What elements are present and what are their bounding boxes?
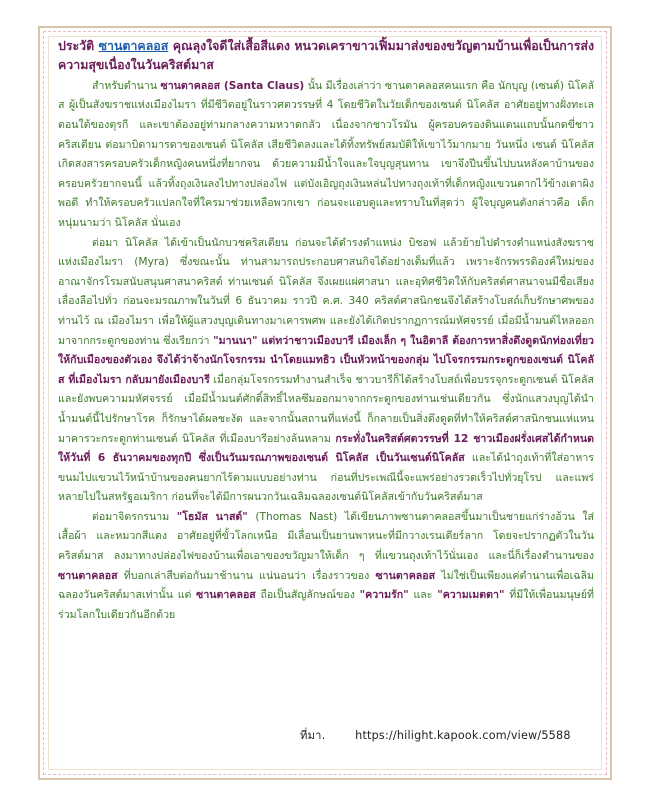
source-label: ที่มา. (300, 729, 326, 742)
emphasis-run: ซานตาคลอส (375, 569, 436, 582)
text-run: และได้นำถุงเท้าที่ใส่อาหาร ขนมไปแขวนไว้หน้าบ้านของคนยากไร้ตามแบบอย่างท่าน ก่อนที่ประเพณีนี้จะแพร่อย่างรวดเร็วไปทั่วยุโรป และแพร่หลายไปในสหรัฐอเมริกา ก่อนที่จะได้มีการผนวกวันเฉลิมฉลองเซนต์นิโคลัสเข้ากับวันคริสต์มาส (58, 452, 594, 504)
text-run: ต่อมาจิตรกรนาม (92, 510, 177, 523)
source-url[interactable]: https://hilight.kapook.com/view/5588 (355, 729, 571, 742)
heading-prefix: ประวัติ (58, 38, 99, 53)
text-run: ที่มีให้เพื่อนมนุษย์ที่ร่วมโลกใบเดียวกันอีกด้วย (58, 589, 594, 621)
paragraph-3 (58, 508, 594, 626)
text-run: ต่อมา นิโคลัส ได้เข้าเป็นนักบวชคริสเตียน ก่อนจะได้ดำรงตำแหน่ง บิชอฟ แล้วย้ายไปดำรงตำแหน่งสังฆราชแห่งเมืองไมรา (Myra) ซึ่งขณะนั้น ท่านสามารถประกอบศาสนกิจได้อย่างเต็มที่แล้ว เพราะจักรพรรดิองค์ใหม่ของอาณาจักรโรมสนับสนุนศาสนาคริสต์ ท่านเซนต์ นิโคลัส จึงเผยแผ่ศาสนา และอุทิศชีวิตให้กับคริสต์ศาสนาจนมีชื่อเสียงเลื่องลือไปทั่ว ก่อนจะมรณภาพในวันที่ 6 ธันวาคม ราวปี ค.ศ. 340 คริสต์ศาสนิกชนจึงได้สร้างโบสถ์เก็บรักษาศพของท่านไว้ ณ เมืองไมรา เพื่อให้ผู้แสวงบุญเดินทางมาเคารพศพ และยังได้เกิดปรากฏการณ์มหัศจรรย์ เมื่อมีน้ำมนต์ไหลออกมาจากกระดูกของท่าน ซึ่งเรียกว่า (58, 236, 594, 347)
emphasis-run: ซานตาคลอส (58, 569, 118, 582)
santa-claus-link[interactable]: ซานตาคลอส (98, 38, 169, 53)
emphasis-run: กระทั่งในคริสต์ศตวรรษที่ 12 ชาวเมืองฝรั่งเศสได้กำหนดให้วันที่ 6 ธันวาคมของทุกปี ซึ่งเป็นวันมรณภาพของเซนต์ นิโคลัส เป็นวันเซนต์นิโคลัส (58, 432, 594, 465)
paragraph-2 (58, 234, 594, 508)
article-heading (58, 36, 594, 75)
text-run: ไม่ใช่เป็นเพียงแค่ตำนานเพื่อเฉลิมฉลองวันคริสต์มาสเท่านั้น แต่ (58, 569, 594, 602)
emphasis-run: "มานนา" แต่ทว่าชาวเมืองบารี เมืองเล็ก ๆ ในอิตาลี ต้องการหาสิ่งดึงดูดนักท่องเที่ยวให้กับเมืองของตัวเอง จึงได้ว่าจ้างนักโจรกรรม นำโดยแมทธิว เป็นหัวหน้าของกลุ่ม ไปโจรกรรมกระดูกของเซนต์ นิโคลัส ที่เมืองไมรา กลับมายังเมืองบารี (58, 334, 595, 386)
text-run: เมื่อกลุ่มโจรกรรมทำงานสำเร็จ ชาวบารีก็ได้สร้างโบสถ์เพื่อบรรจุกระดูกเซนต์ นิโคลัส และยังพบความมหัศจรรย์ เมื่อมีน้ำมนต์ศักดิ์สิทธิ์ไหลซึมออกมาจากกระดูกของท่านเช่นเดียวกัน ซึ่งนักแสวงบุญได้นำน้ำมนต์นี้ไปรักษาโรค ก็รักษาได้ผลชะงัด และจากนั้นสถานที่แห่งนี้ ก็กลายเป็นสิ่งดึงดูดที่ทำให้คริสต์ศาสนิกชนแห่แหนมาคารวะกระดูกท่านเซนต์ นิโคลัส ที่เมืองบารีอย่างล้นหลาม (58, 373, 594, 445)
emphasis-run: ซานตาคลอส (Santa Claus) (160, 79, 305, 92)
article-body (58, 36, 594, 625)
text-run: และ (408, 589, 438, 602)
text-run: สำหรับตำนาน (92, 79, 161, 92)
text-run: นั้น มีเรื่องเล่าว่า ซานตาคลอสคนแรก คือ นักบุญ (เซนต์) นิโคลัส ผู้เป็นสังฆราชแห่งเมืองไมรา ที่มีชีวิตอยู่ในราวศตวรรษที่ 4 โดยชีวิตในวัยเด็กของเซนต์ นิโคลัส อาศัยอยู่ทางฝั่งทะเลตอนใต้ของตุรกี และเขาต้องอยู่ท่ามกลางความหวาดกลัว เนื่องจากชาวโรมัน ผู้ครอบครองดินแดนแถบนั้นกดขี่ชาวคริสเตียน ต่อมาบิดามารดาของเซนต์ นิโคลัส เสียชีวิตลงและได้ทิ้งทรัพย์สมบัติให้เขาไว้มากมาย วันหนึ่ง เซนต์ นิโคลัส เกิดสงสารครอบครัวเด็กหญิงคนหนึ่งที่ยากจน ด้วยความมีน้ำใจและใจบุญสุนทาน เขาจึงปีนขึ้นไปบนหลังคาบ้านของครอบครัวยากจนนี้ แล้วทิ้งถุงเงินลงไปทางปล่องไฟ แต่บังเอิญถุงเงินหล่นไปทางถุงเท้าที่เด็กหญิงแขวนตากไว้ข้างเตาผิงพอดี ทำให้ครอบครัวแปลกใจที่ใครมาช่วยเหลือพวกเขา ก่อนจะแอบดูและทราบในที่สุดว่า ผู้ใจบุญคนดังกล่าวคือ เด็กหนุ่มนามว่า นิโคลัส นั่นเอง (58, 79, 594, 229)
paragraph-1 (58, 77, 594, 234)
emphasis-run: "ความรัก" (359, 589, 409, 602)
source-line (300, 726, 590, 744)
emphasis-run: "ความเมตตา" (437, 589, 505, 602)
heading-rest: คุณลุงใจดีใส่เสื้อสีแดง หนวดเคราขาวเฟิ้มมาส่งของขวัญตามบ้านเพื่อเป็นการส่งความสุขเนื่องในวันคริสต์มาส (58, 38, 594, 73)
text-run: ถือเป็นสัญลักษณ์ของ (255, 589, 360, 602)
emphasis-run: "โธมัส นาสต์" (176, 510, 248, 523)
emphasis-run: ซานตาคลอส (196, 589, 256, 602)
text-run: (Thomas Nast) ได้เขียนภาพซานตาคลอสขึ้นมาเป็นชายแก่ร่างอ้วน ใส่เสื้อผ้า และหมวกสีแดง อาศัยอยู่ที่ขั้วโลกเหนือ มีเลื่อนเป็นยานพาหนะที่มีกวางเรนเดียร์ลาก โดยจะปรากฏตัวในวันคริสต์มาส ลงมาทางปล่องไฟของบ้านเพื่อเอาของขวัญมาให้เด็ก ๆ ที่แขวนถุงเท้าไว้นั่นเอง และนี่ก็เรื่องตำนานของ (58, 510, 594, 563)
text-run: ที่บอกเล่าสืบต่อกันมาช้านาน แน่นอนว่า เรื่องราวของ (117, 569, 376, 582)
